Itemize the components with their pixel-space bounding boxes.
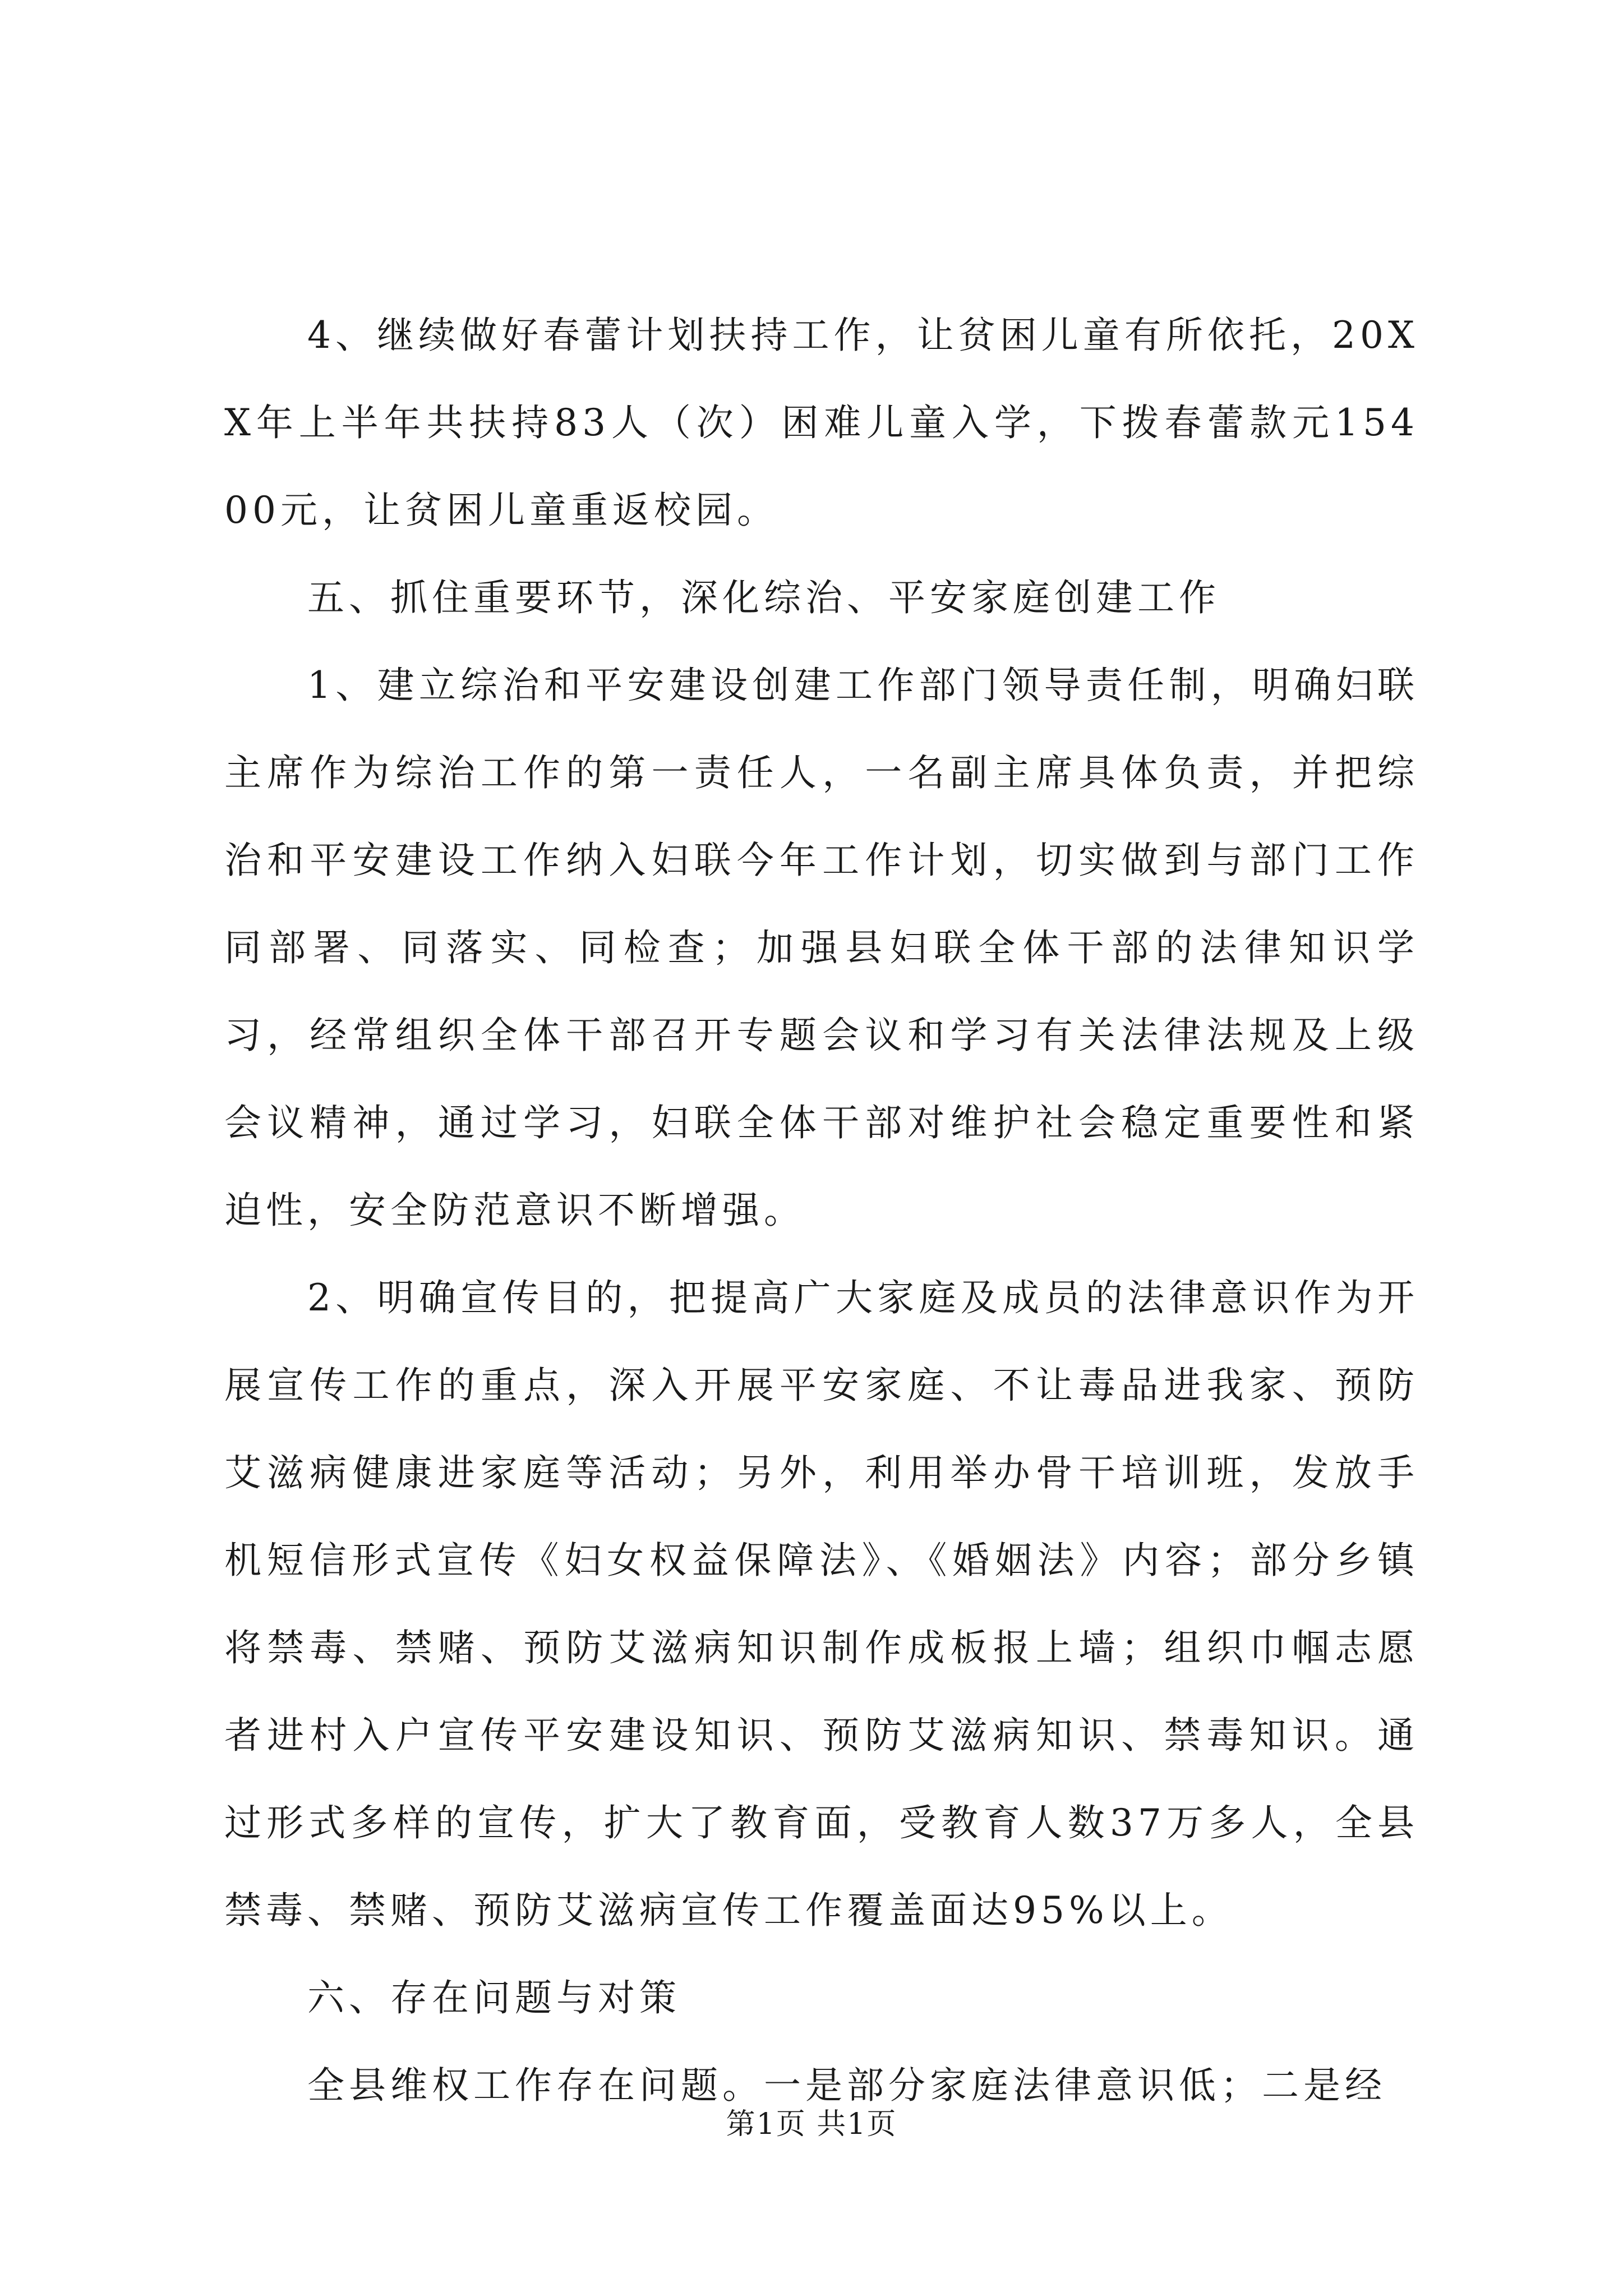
- section-heading-5: 五、抓住重要环节，深化综治、平安家庭创建工作: [307, 576, 1220, 619]
- page-footer: 第1页 共1页: [726, 2108, 897, 2141]
- paragraph-item-2-publicity: 2、明确宣传目的，把提高广大家庭及成员的法律意识作为开展宣传工作的重点，深入开展平安家庭、不让毒品进我家、预防艾滋病健康进家庭等活动；另外，利用举办骨干培训班，发放手机短信形式宣传《妇女权益保障法》、《婚姻法》内容；部分乡镇将禁毒、禁赌、预防艾滋病知识制作成板报上墙；组织巾帼志愿者进村入户宣传平安建设知识、预防艾滋病知识、禁毒知识。通过形式多样的宣传，扩大了教育面，受教育人数37万多人，全县禁毒、禁赌、预防艾滋病宣传工作覆盖面达95%以上。: [224, 1276, 1419, 1932]
- paragraph-item-1-responsibility: 1、建立综治和平安建设创建工作部门领导责任制，明确妇联主席作为综治工作的第一责任人，一名副主席具体负责，并把综治和平安建设工作纳入妇联今年工作计划，切实做到与部门工作同部署、同落实、同检查；加强县妇联全体干部的法律知识学习，经常组织全体干部召开专题会议和学习有关法律法规及上级会议精神，通过学习，妇联全体干部对维护社会稳定重要性和紧迫性，安全防范意识不断增强。: [224, 664, 1419, 1232]
- section-heading-6: 六、存在问题与对策: [307, 1976, 681, 2019]
- paragraph-item-4-spring-bud: 4、继续做好春蕾计划扶持工作，让贫困儿童有所依托，20XX年上半年共扶持83人（次）困难儿童入学，下拨春蕾款元15400元，让贫困儿童重返校园。: [224, 314, 1419, 532]
- paragraph-problems: 全县维权工作存在问题。一是部分家庭法律意识低；二是经: [307, 2064, 1386, 2107]
- document-body: [224, 292, 1419, 2129]
